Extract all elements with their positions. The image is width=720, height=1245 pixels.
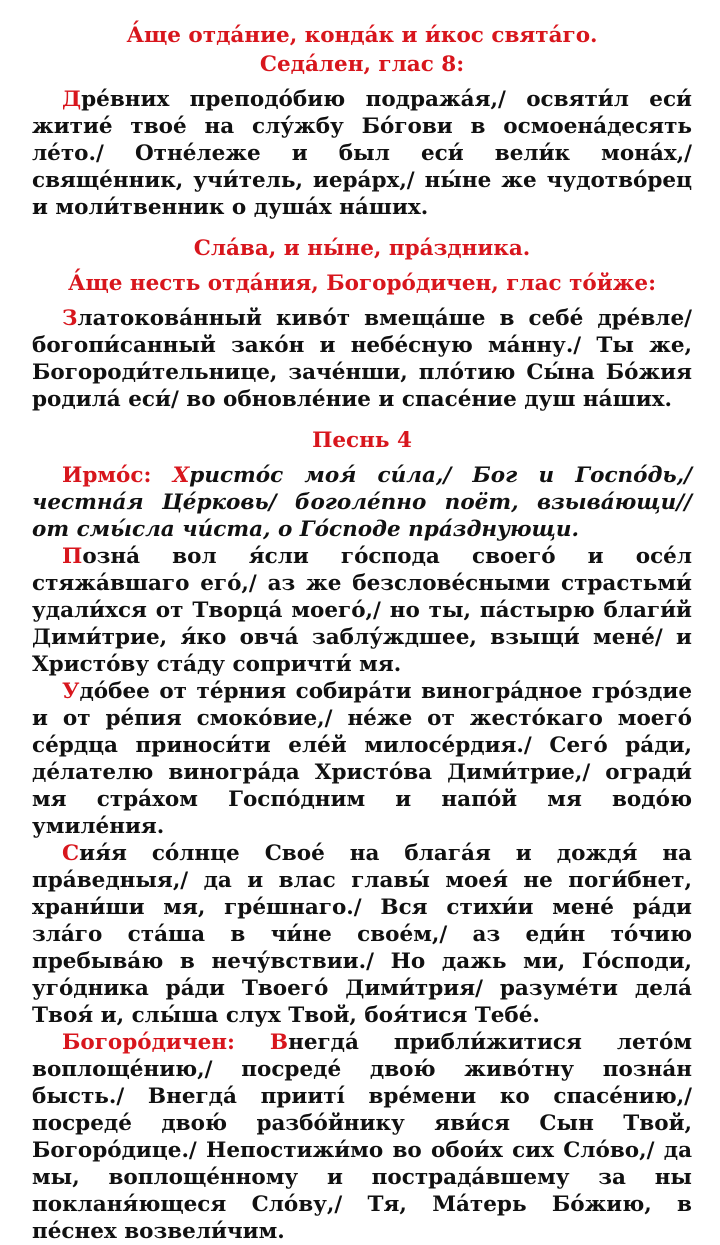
- drop-cap: З: [62, 306, 78, 331]
- drop-cap: В: [269, 1030, 289, 1055]
- heading-ode-4: Песнь 4: [312, 428, 412, 453]
- paragraph-text: ристо́с моя́ си́ла,/ Бог и Госпо́дь,/ честна́я Це́рковь/ боголе́пно поёт, взыва́ющи// от смы́сла чи́ста, о Го́споде пра́зднующи.: [32, 463, 692, 542]
- paragraph-text: негда́ прибли́житися лето́м воплоще́нию,/ посреде́ двою́ живо́тну позна́н бысть./ Внегда́ прииті́ вре́мени ко спасе́нию,/ посреде́ двою́ разбо́йнику яви́ся Сын Твой, Богоро́дице./ Непостижи́мо во обои́х сих Сло́во,/ да мы, воплоще́нному и пострада́вшему за ны покланя́ющеся Сло́ву,/ Тя, Ма́терь Бо́жию, в пе́снех возвели́чим.: [32, 1030, 693, 1244]
- drop-cap: Х: [172, 463, 190, 488]
- paragraph-sedalen: [32, 86, 692, 221]
- drop-cap: С: [62, 841, 80, 866]
- paragraph-text: озна́ вол я́сли го́спода своего́ и осе́л стяжа́вшаго его́,/ аз же безслове́сными страстьми́ удали́хся от Творца́ моего́,/ но ты, па́стырю благи́й Дими́трие, я́ко овча́ заблу́ждшее, взыщи́ мене́/ и Христо́ву ста́ду сопричти́ мя.: [32, 544, 692, 677]
- heading-apodosis: А́ще отда́ние, конда́к и и́кос свята́го.: [126, 23, 598, 48]
- irmos-label: Ирмо́с:: [62, 463, 173, 488]
- paragraph-troparion-2: [32, 678, 692, 840]
- document-page: [32, 14, 692, 1245]
- paragraph-irmos: [32, 462, 692, 543]
- paragraph-theotokion-ode: [32, 1029, 692, 1245]
- paragraph-text: ия́я со́лнце Свое́ на блага́я и дождя́ на пра́ведныя,/ да и влас главы́ моея́ не поги́бнет, храни́ши мя, гре́шнаго./ Вся стихи́и мене́ ра́ди зла́го ста́ша в чи́не свое́м,/ аз еди́н то́чию пребыва́ю в нечу́вствии./ Но дажь ми, Го́споди, уго́дника ра́ди Твоего́ Дими́трия/ разуме́ти дела́ Твоя́ и, слы́ша слух Твой, боя́тися Тебе́.: [32, 841, 692, 1028]
- heading-glory: Сла́ва, и ны́не, пра́здника.: [193, 236, 531, 261]
- paragraph-troparion-1: [32, 543, 692, 678]
- drop-cap: У: [62, 679, 80, 704]
- paragraph-troparion-3: [32, 840, 692, 1029]
- drop-cap: Д: [62, 87, 82, 112]
- drop-cap: П: [62, 544, 83, 569]
- heading-theotokion: А́ще несть отда́ния, Богоро́дичен, глас то́йже:: [67, 271, 657, 296]
- heading-sedalen: Седа́лен, глас 8:: [259, 52, 465, 77]
- paragraph-text: до́бее от те́рния собира́ти виногра́дное гро́здие и от ре́пия смоко́вие,/ не́же от жесто́каго моего́ се́рдца приноси́ти еле́й милосе́рдия./ Сего́ ра́ди, де́лателю виногра́да Христо́ва Дими́трие,/ огради́ мя стра́хом Госпо́дним и напо́й мя водо́ю умиле́ния.: [32, 679, 692, 839]
- theotokion-label: Богоро́дичен:: [62, 1030, 270, 1055]
- paragraph-text: ре́вних преподо́бию подража́я,/ освяти́л еси́ житие́ твое́ на слу́жбу Бо́гови в осмоена́десять ле́то./ Отне́леже и был еси́ вели́к мона́х,/ свяще́нник, учи́тель, иера́рх,/ ны́не же чудотво́рец и моли́твенник о душа́х на́ших.: [32, 87, 692, 220]
- paragraph-text: латокова́нный киво́т вмеща́ше в себе́ дре́вле/ богопи́санный зако́н и небе́сную ма́нну./ Ты же, Богороди́тельнице, заче́нши, пло́тию Сы́на Бо́жия родила́ еси́/ во обновле́ние и спасе́ние душ на́ших.: [32, 306, 692, 412]
- paragraph-theotokion-sedalen: [32, 305, 692, 413]
